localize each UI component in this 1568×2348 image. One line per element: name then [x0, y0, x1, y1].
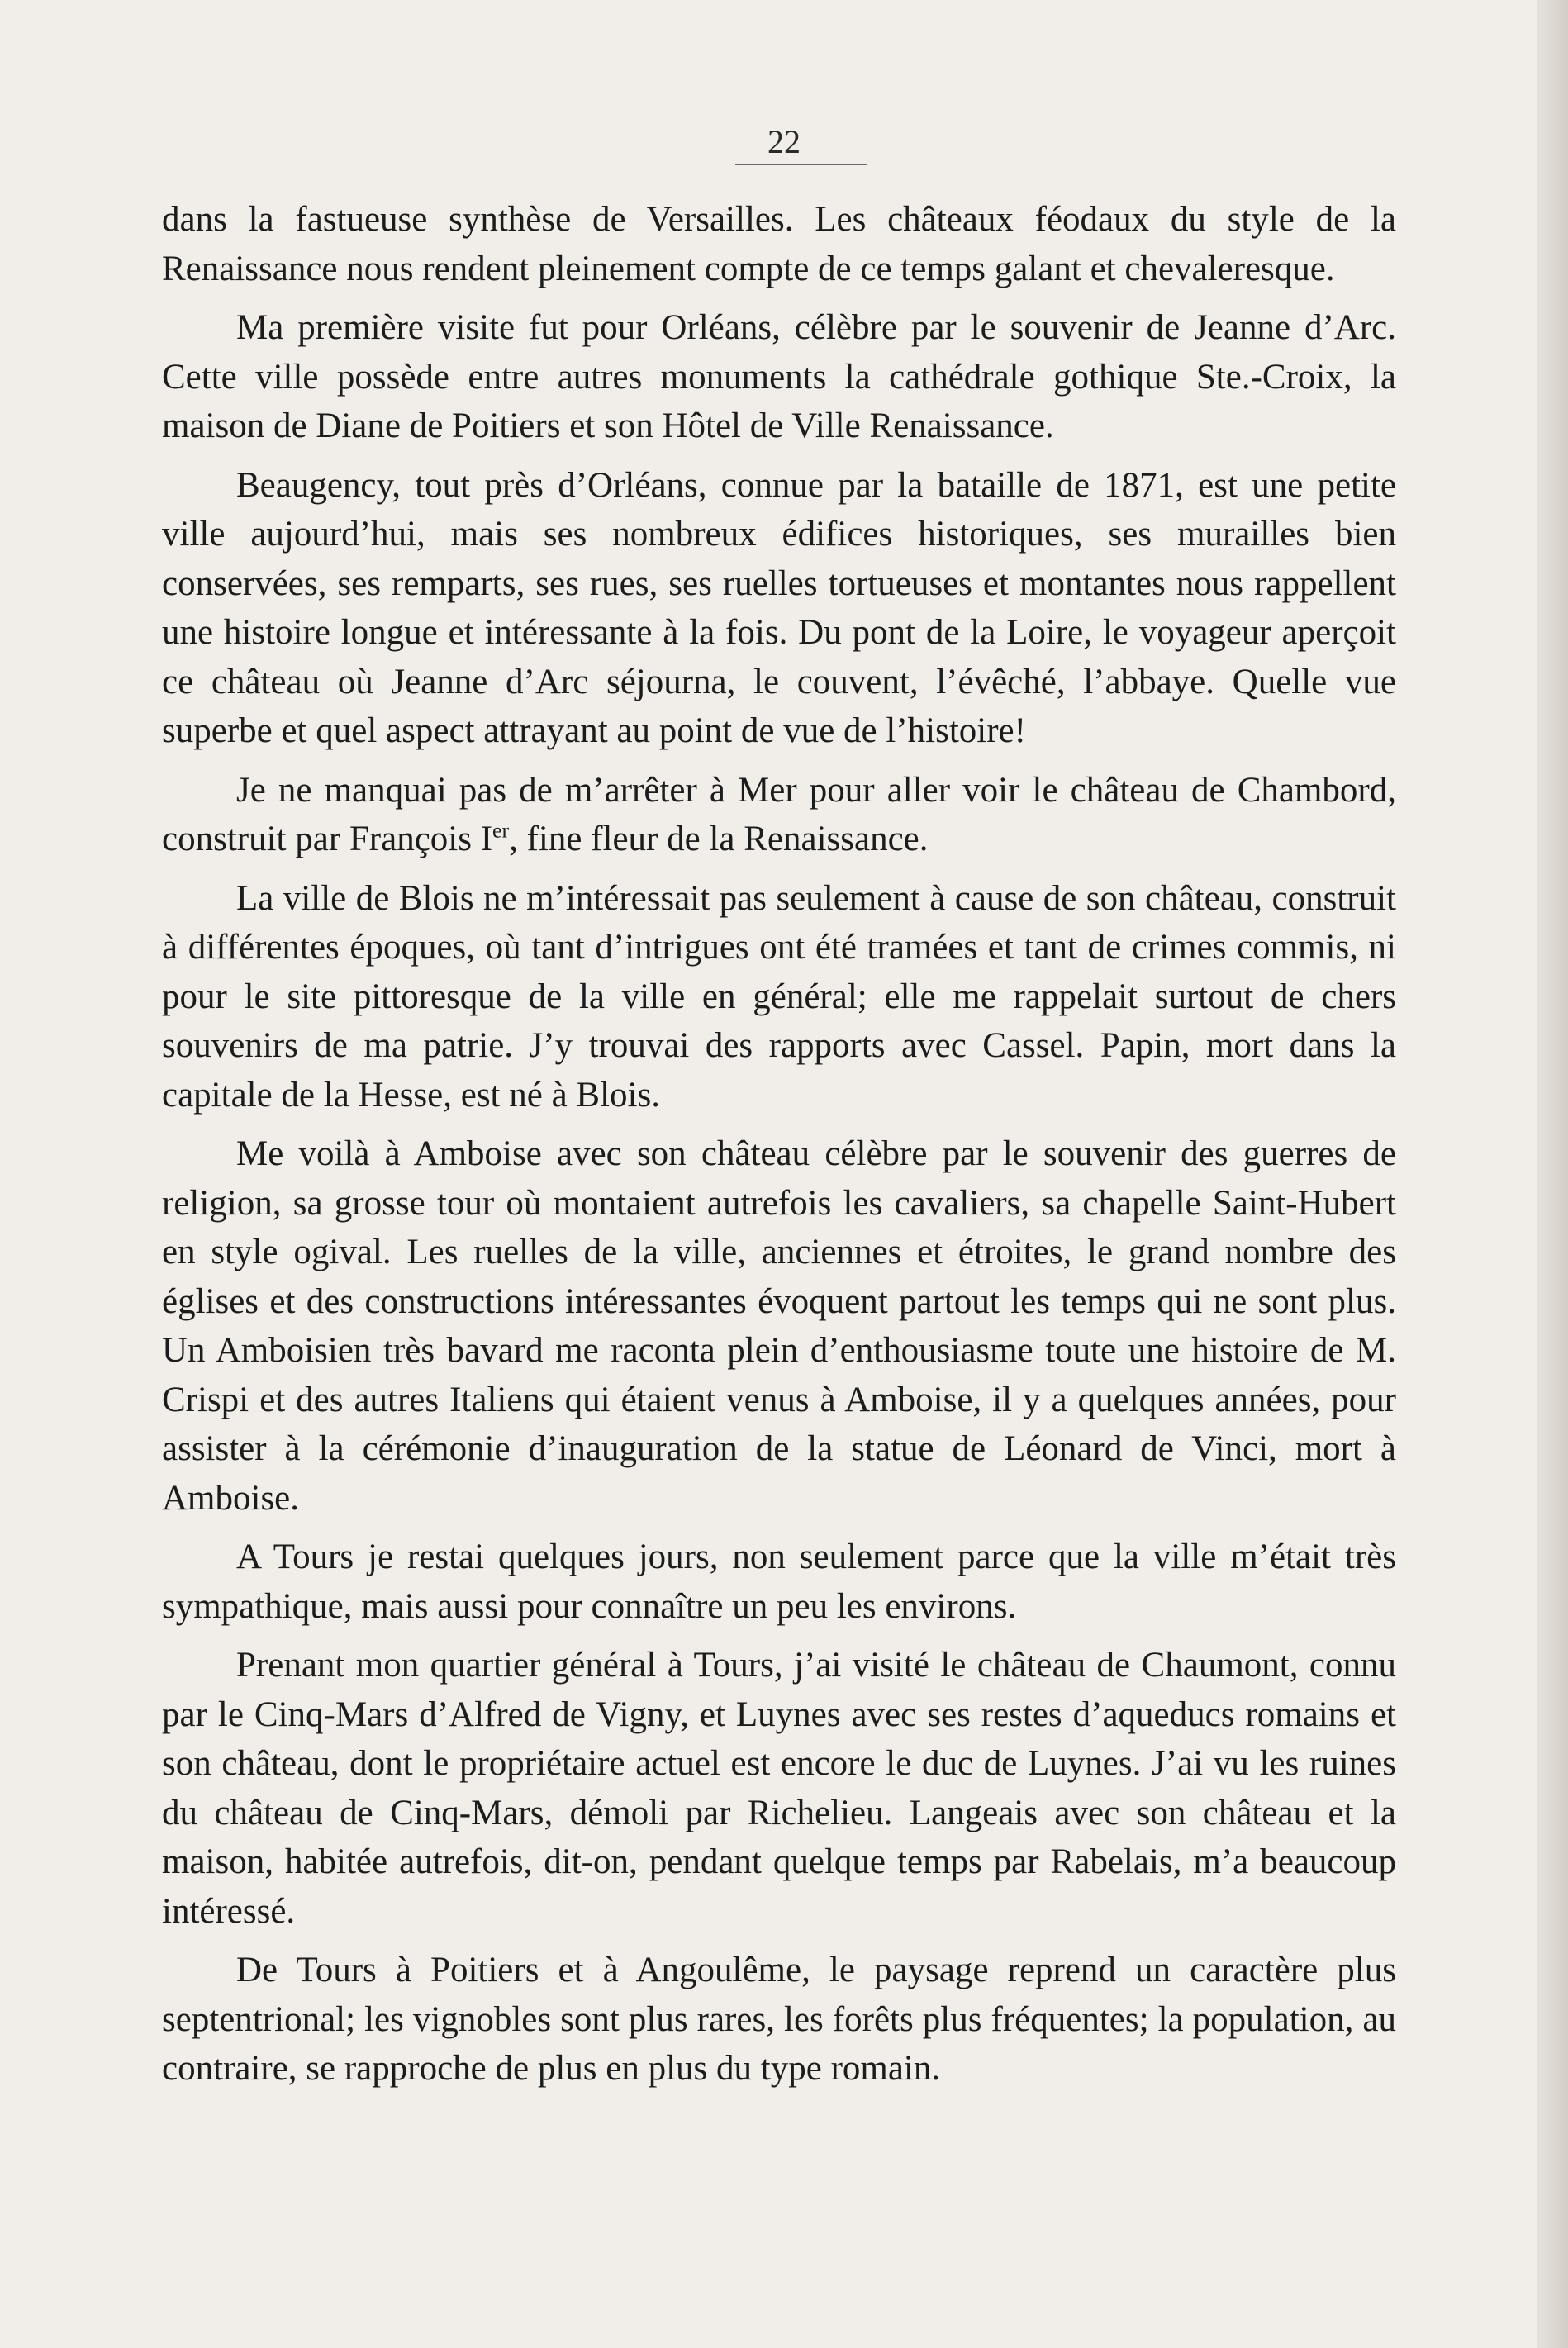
paragraph-chambord-text-after: , fine fleur de la Renaissance.: [509, 820, 929, 858]
paragraph-chaumont-luynes: Prenant mon quartier général à Tours, j’ai visité le château de Chaumont, connu par le Cinq-Mars d’Alfred de Vigny, et Luynes avec ses restes d’aqueducs romains et son château, dont le propriétaire actuel est encore le duc de Luynes. J’ai vu les ruines du château de Cinq-Mars, démoli par Richelieu. Langeais avec son château et la maison, habitée autrefois, dit-on, pendant quelque temps par Rabelais, m’a beaucoup intéressé.: [162, 1646, 1396, 1931]
paragraph-amboise: Me voilà à Amboise avec son château célèbre par le souvenir des guerres de religion, sa grosse tour où montaient autrefois les cavaliers, sa chapelle Saint-Hubert en style ogival. Les ruelles de la ville, anciennes et étroites, le grand nombre des églises et des constructions intéressantes évoquent partout les temps qui ne sont plus. Un Amboisien très bavard me raconta plein d’enthousiasme toute une histoire de M. Crispi et des autres Italiens qui étaient venus à Amboise, il y a quelques années, pour assister à la cérémonie d’inauguration de la statue de Léonard de Vinci, mort à Amboise.: [162, 1134, 1396, 1518]
page-number: 22: [767, 123, 801, 160]
paragraph-poitiers-angouleme: De Tours à Poitiers et à Angoulême, le paysage reprend un caractère plus septentrional; les vignobles sont plus rares, les forêts plus fréquentes; la population, au contraire, se rapproche de plus en plus du type romain.: [162, 1951, 1396, 2088]
paragraph-blois: La ville de Blois ne m’intéressait pas seulement à cause de son château, construit à différentes époques, où tant d’intrigues ont été tramées et tant de crimes commis, ni pour le site pittoresque de la ville en général; elle me rappelait surtout de chers souvenirs de ma patrie. J’y trouvai des rapports avec Cassel. Papin, mort dans la capitale de la Hesse, est né à Blois.: [162, 878, 1396, 1115]
paragraph-chambord: [162, 766, 1396, 864]
body-text: [162, 195, 1396, 2103]
page-edge-shadow: [1537, 0, 1568, 2348]
paragraph-chambord-superscript: er: [492, 818, 510, 843]
paragraph-orleans: Ma première visite fut pour Orléans, célèbre par le souvenir de Jeanne d’Arc. Cette ville possède entre autres monuments la cathédrale gothique Ste.-Croix, la maison de Diane de Poitiers et son Hôtel de Ville Renaissance.: [162, 308, 1396, 445]
paragraph-beaugency: Beaugency, tout près d’Orléans, connue par la bataille de 1871, est une petite ville aujourd’hui, mais ses nombreux édifices historiques, ses murailles bien conservées, ses remparts, ses rues, ses ruelles tortueuses et montantes nous rappellent une histoire longue et intéressante à la fois. Du pont de la Loire, le voyageur aperçoit ce château où Jeanne d’Arc séjourna, le couvent, l’évêché, l’abbaye. Quelle vue superbe et quel aspect attrayant au point de vue de l’histoire!: [162, 465, 1396, 750]
paragraph-versailles-continuation: dans la fastueuse synthèse de Versailles. Les châteaux féodaux du style de la Renaissance nous rendent pleinement compte de ce temps galant et chevaleresque.: [162, 200, 1396, 288]
page-number-rule: [735, 164, 867, 165]
paragraph-chambord-text-before: Je ne manquai pas de m’arrêter à Mer pour aller voir le château de Chambord, construit par François I: [162, 770, 1396, 858]
paragraph-tours: A Tours je restai quelques jours, non seulement parce que la ville m’était très sympathique, mais aussi pour connaître un peu les environs.: [162, 1538, 1396, 1626]
